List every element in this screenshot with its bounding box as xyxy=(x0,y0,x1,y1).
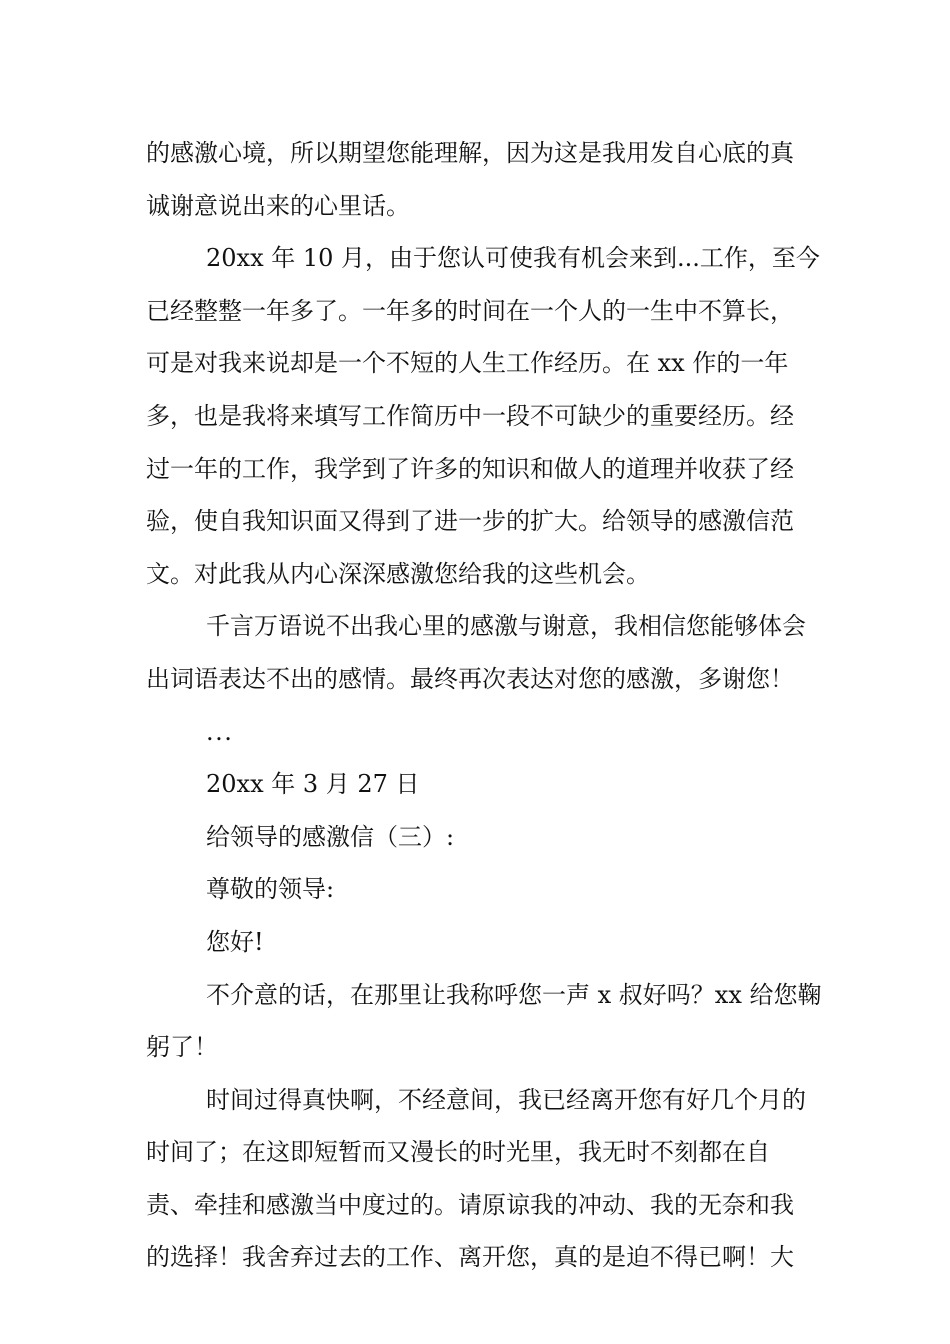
text-line: 尊敬的领导: xyxy=(206,875,335,904)
paragraph-time-passed xyxy=(146,1074,806,1284)
text-line: 躬了！ xyxy=(146,1033,218,1062)
salutation xyxy=(146,863,806,916)
text-line: 时间了；在这即短暂而又漫长的时光里，我无时不刻都在自 xyxy=(146,1138,770,1167)
letter-date xyxy=(146,758,806,811)
text-line: 验，使自我知识面又得到了进一步的扩大。给领导的感激信范 xyxy=(146,507,794,536)
text-line: 20xx 年 10 月，由于您认可使我有机会来到...工作，至今 xyxy=(206,244,820,273)
text-line: 已经整整一年多了。一年多的时间在一个人的一生中不算长， xyxy=(146,296,794,325)
text-line: 文。对此我从内心深深感激您给我的这些机会。 xyxy=(146,559,650,588)
text-line: 责、牵挂和感激当中度过的。请原谅我的冲动、我的无奈和我 xyxy=(146,1190,794,1219)
text-line: 20xx 年 3 月 27 日 xyxy=(206,770,420,799)
text-line: ... xyxy=(206,717,234,746)
text-line: 您好! xyxy=(206,927,264,956)
text-line: 诚谢意说出来的心里话。 xyxy=(146,191,410,220)
text-line: 过一年的工作，我学到了许多的知识和做人的道理并收获了经 xyxy=(146,454,794,483)
text-line: 出词语表达不出的感情。最终再次表达对您的感激，多谢您！ xyxy=(146,664,794,693)
text-line: 给领导的感激信（三）: xyxy=(206,822,455,851)
text-line: 不介意的话，在那里让我称呼您一声 x 叔好吗？xx 给您鞠 xyxy=(206,980,822,1009)
text-line: 时间过得真快啊，不经意间，我已经离开您有好几个月的 xyxy=(206,1085,806,1114)
greeting xyxy=(146,916,806,969)
paragraph-closing-gratitude xyxy=(146,127,806,232)
paragraph-address xyxy=(146,969,822,1074)
ellipsis-line xyxy=(146,706,806,759)
text-line: 的选择！我舍弃过去的工作、离开您，真的是迫不得已啊！大 xyxy=(146,1243,794,1272)
text-line: 多，也是我将来填写工作简历中一段不可缺少的重要经历。经 xyxy=(146,401,794,430)
text-line: 千言万语说不出我心里的感激与谢意，我相信您能够体会 xyxy=(206,612,806,641)
letter-heading xyxy=(146,811,806,864)
paragraph-work-experience xyxy=(146,232,820,600)
text-line: 可是对我来说却是一个不短的人生工作经历。在 xx 作的一年 xyxy=(146,349,789,378)
letter-body xyxy=(146,127,822,1284)
text-line: 的感激心境，所以期望您能理解，因为这是我用发自心底的真 xyxy=(146,139,794,167)
paragraph-thanks xyxy=(146,600,806,705)
